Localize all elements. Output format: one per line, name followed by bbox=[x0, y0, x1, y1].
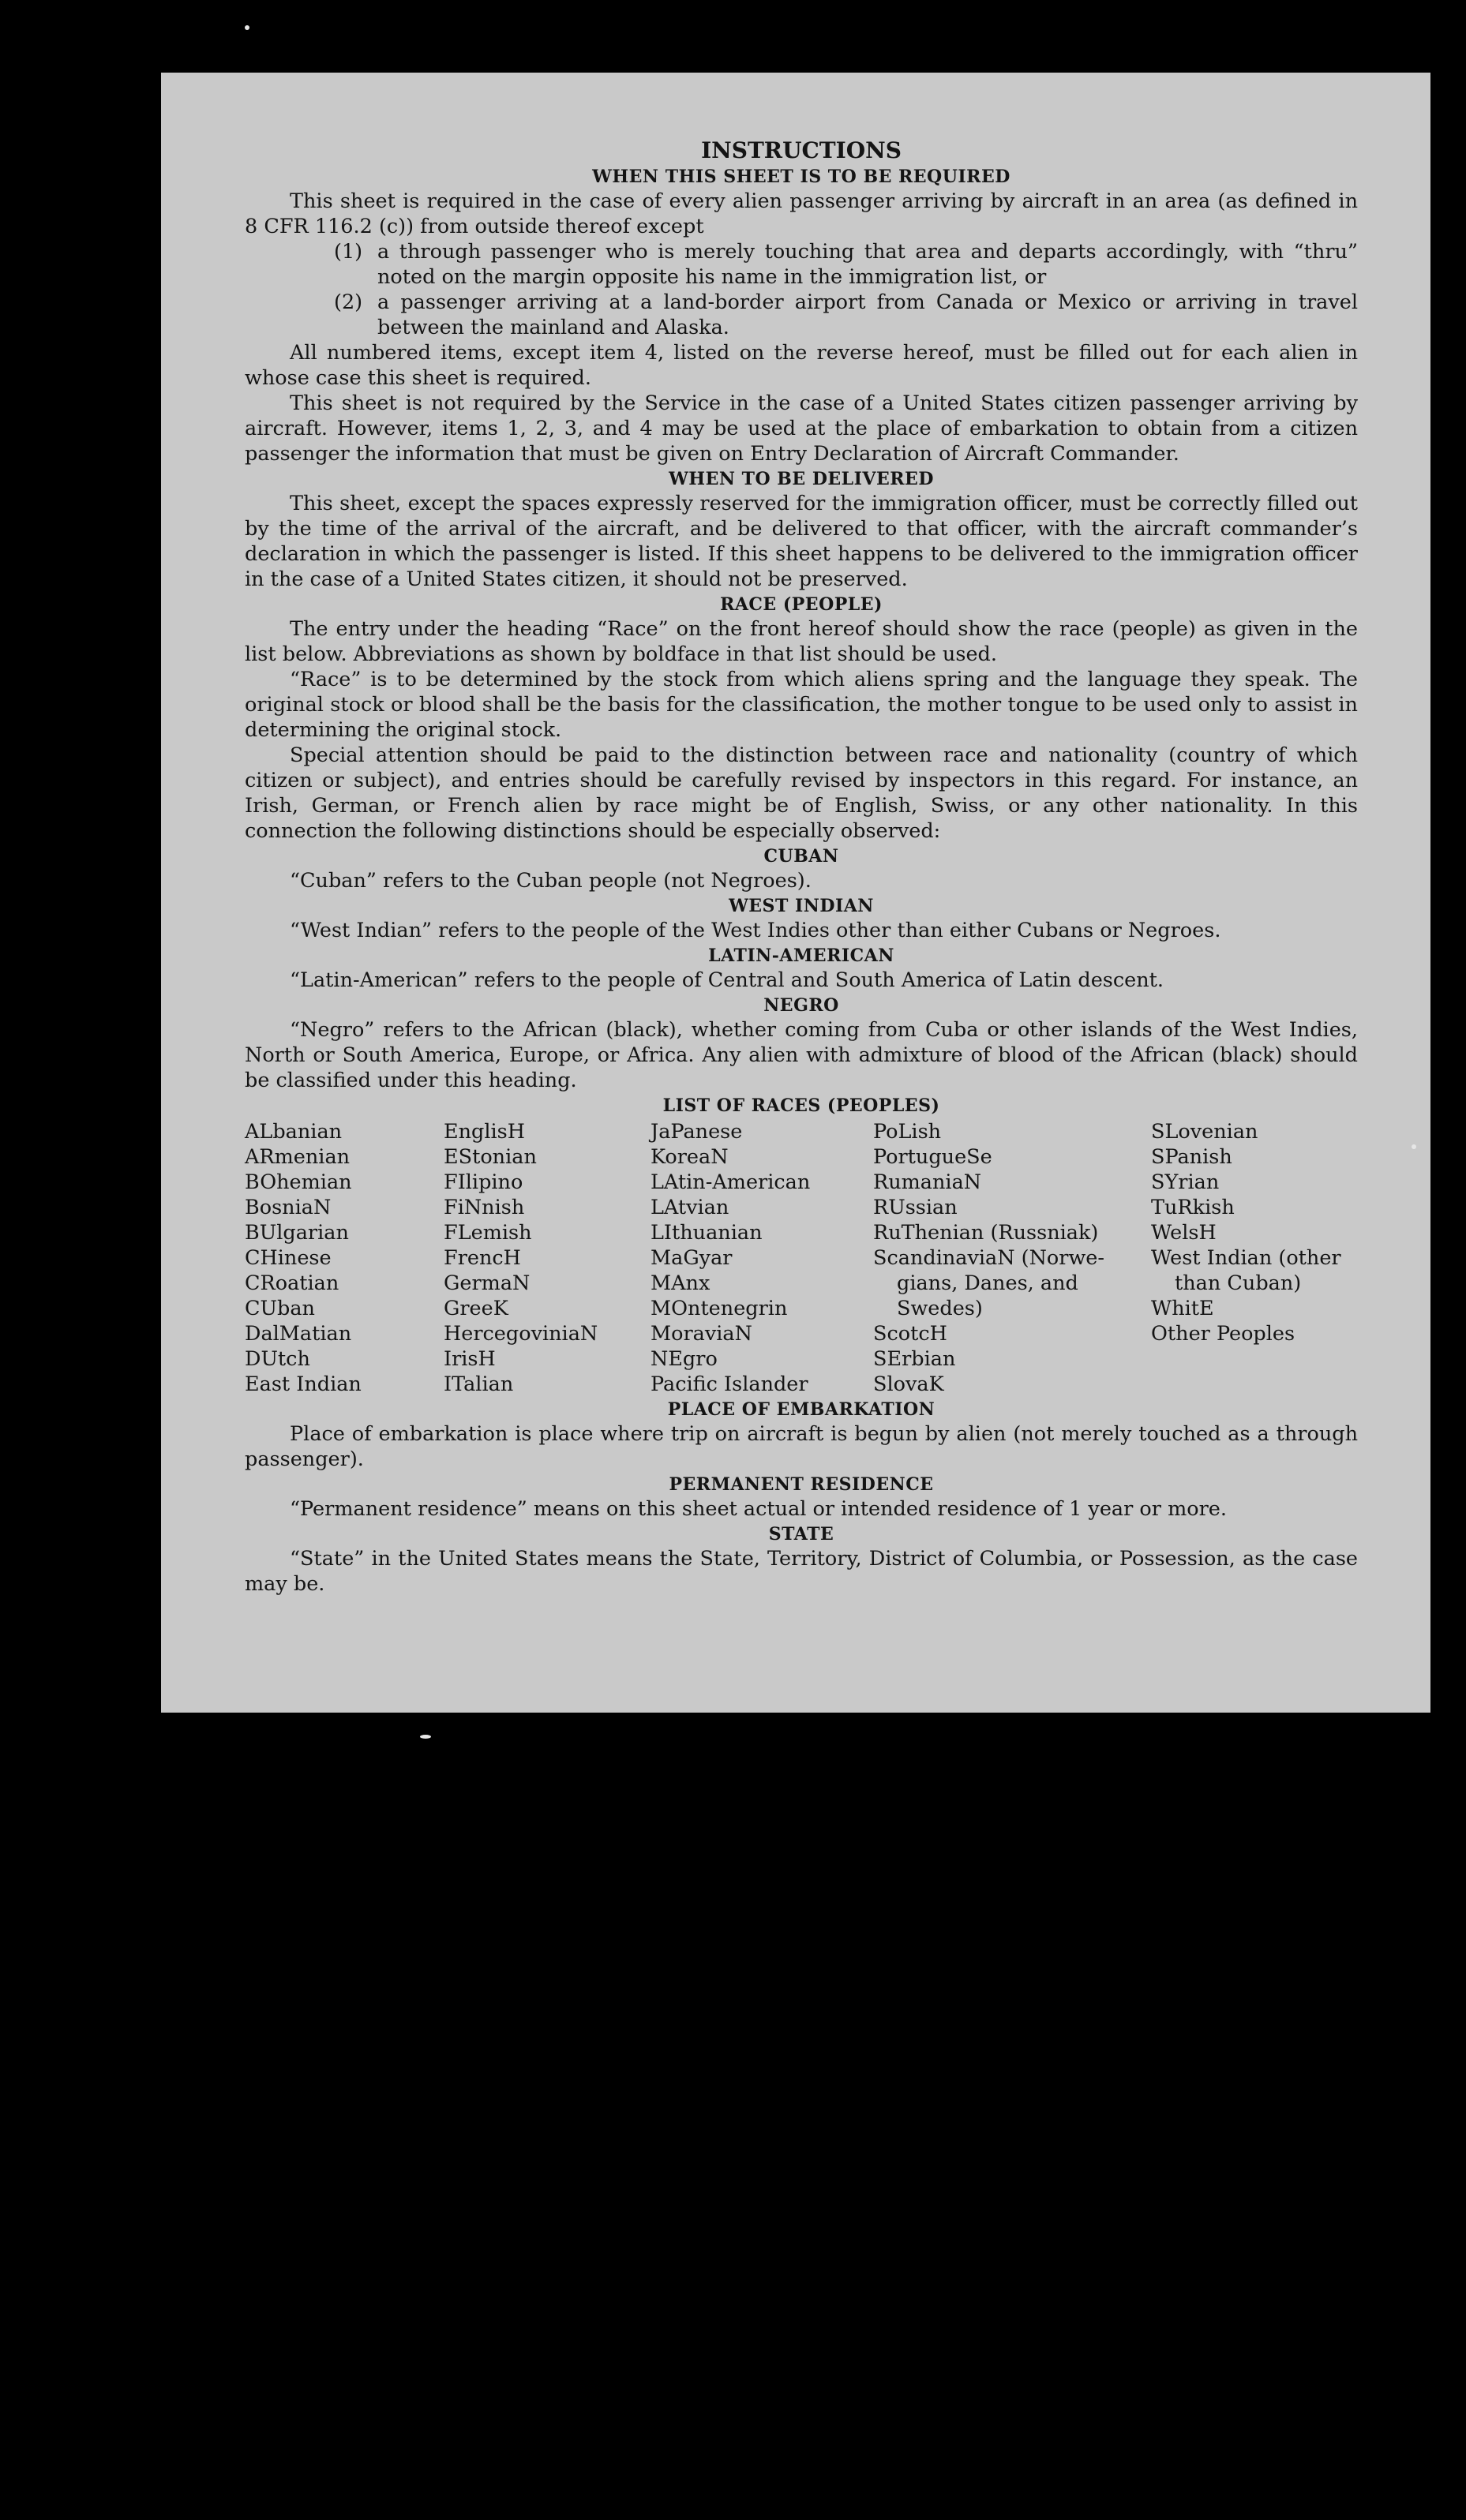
races-column-4 bbox=[873, 1119, 1142, 1397]
paragraph-race-nationality: Special attention should be paid to the distinction between race and nationality (country of which citizen or subject), and entries should be carefully revised by inspectors in this regard. For instance, an Irish, German, or French alien by race might be of English, Swiss, or any other nationality. In this connection the following distinctions should be especially observed: bbox=[245, 743, 1358, 843]
race-entry: MoraviaN bbox=[651, 1322, 752, 1346]
race-entry: ScandinaviaN (Norwe- bbox=[873, 1246, 1105, 1270]
race-entry: EStonian bbox=[444, 1145, 537, 1169]
race-entry: RuThenian (Russniak) bbox=[873, 1221, 1099, 1245]
race-entry: JaPanese bbox=[651, 1120, 743, 1144]
races-list bbox=[245, 1119, 1358, 1397]
scan-speck bbox=[245, 25, 249, 30]
heading-west-indian: WEST INDIAN bbox=[729, 896, 874, 916]
exception-item-1 bbox=[245, 239, 1358, 290]
heading-permanent-residence: PERMANENT RESIDENCE bbox=[669, 1474, 934, 1495]
race-entry: Other Peoples bbox=[1151, 1322, 1295, 1346]
race-entry: PortugueSe bbox=[873, 1145, 992, 1169]
race-entry: LIthuanian bbox=[651, 1221, 763, 1245]
heading-state: STATE bbox=[768, 1524, 834, 1545]
races-column-1 bbox=[245, 1119, 434, 1397]
paragraph-delivered: This sheet, except the spaces expressly reserved for the immigration officer, must be correctly filled out by the time of the arrival of the aircraft, and be delivered to that officer, with the aircraft commander’s declaration in which the passenger is listed. If this sheet happens to be delivered to the immigration officer in the case of a United States citizen, it should not be preserved. bbox=[245, 492, 1358, 591]
race-entry: EnglisH bbox=[444, 1120, 525, 1144]
race-entry: MOntenegrin bbox=[651, 1297, 788, 1320]
race-entry: ALbanian bbox=[245, 1120, 343, 1144]
race-entry: LAtin-American bbox=[651, 1170, 811, 1194]
race-entry: BosniaN bbox=[245, 1196, 332, 1219]
heading-cuban: CUBAN bbox=[763, 846, 839, 867]
race-entry: MAnx bbox=[651, 1271, 711, 1295]
document-sheet bbox=[161, 73, 1430, 1713]
race-entry: SPanish bbox=[1151, 1145, 1232, 1169]
exception-item-2 bbox=[245, 290, 1358, 340]
paragraph-embarkation: Place of embarkation is place where trip on aircraft is begun by alien (not merely touched as a through passenger). bbox=[245, 1422, 1358, 1471]
heading-when-required: WHEN THIS SHEET IS TO BE REQUIRED bbox=[592, 167, 1010, 187]
race-entry: BOhemian bbox=[245, 1170, 352, 1194]
race-entry: CHinese bbox=[245, 1246, 332, 1270]
paragraph-race-entry: The entry under the heading “Race” on the front hereof should show the race (people) as given in the list below. Abbreviations as shown by boldface in that list should be used. bbox=[245, 617, 1358, 666]
race-entry: RumaniaN bbox=[873, 1170, 982, 1194]
race-entry: GermaN bbox=[444, 1271, 531, 1295]
race-entry: Pacific Islander bbox=[651, 1372, 808, 1396]
race-entry: FLemish bbox=[444, 1221, 532, 1245]
race-entry: FrencH bbox=[444, 1246, 521, 1270]
race-entry: CUban bbox=[245, 1297, 315, 1320]
race-entry: DUtch bbox=[245, 1347, 310, 1371]
race-entry: RUssian bbox=[873, 1196, 958, 1219]
paragraph-negro: “Negro” refers to the African (black), whether coming from Cuba or other islands of the West Indies, North or South America, Europe, or Africa. Any alien with admixture of blood of the African (black) should be classified under this heading. bbox=[245, 1018, 1358, 1092]
race-entry: WelsH bbox=[1151, 1221, 1217, 1245]
race-entry: KoreaN bbox=[651, 1145, 729, 1169]
race-entry: HercegoviniaN bbox=[444, 1322, 598, 1346]
race-entry: FiNnish bbox=[444, 1196, 525, 1219]
paragraph-west-indian: “West Indian” refers to the people of the West Indies other than either Cubans or Negroes. bbox=[290, 919, 1221, 942]
race-entry: SLovenian bbox=[1151, 1120, 1258, 1144]
race-entry: GreeK bbox=[444, 1297, 508, 1320]
item-text: a through passenger who is merely touching that area and departs accordingly, with “thru” noted on the margin opposite his name in the immigration list, or bbox=[377, 240, 1358, 289]
race-entry: PoLish bbox=[873, 1120, 942, 1144]
paragraph-residence: “Permanent residence” means on this sheet actual or intended residence of 1 year or more. bbox=[290, 1497, 1227, 1521]
paragraph-state: “State” in the United States means the State, Territory, District of Columbia, or Possession, as the case may be. bbox=[245, 1547, 1358, 1596]
race-entry: TuRkish bbox=[1151, 1196, 1235, 1219]
heading-list-of-races: LIST OF RACES (PEOPLES) bbox=[662, 1095, 940, 1116]
races-column-2 bbox=[444, 1119, 641, 1397]
heading-place-of-embarkation: PLACE OF EMBARKATION bbox=[667, 1399, 935, 1420]
race-entry: ARmenian bbox=[245, 1145, 351, 1169]
paragraph-numbered-items: All numbered items, except item 4, listed on the reverse hereof, must be filled out for each alien in whose case this sheet is required. bbox=[245, 341, 1358, 390]
scan-speck bbox=[420, 1735, 431, 1739]
item-text: a passenger arriving at a land-border airport from Canada or Mexico or arriving in travel between the mainland and Alaska. bbox=[377, 290, 1358, 339]
race-entry: MaGyar bbox=[651, 1246, 733, 1270]
paragraph-race-definition: “Race” is to be determined by the stock from which aliens spring and the language they speak. The original stock or blood shall be the basis for the classification, the mother tongue to be used only to assist in determining the original stock. bbox=[245, 668, 1358, 742]
heading-negro: NEGRO bbox=[763, 995, 839, 1016]
races-column-3 bbox=[651, 1119, 864, 1397]
race-entry: East Indian bbox=[245, 1372, 362, 1396]
item-number: (2) bbox=[334, 290, 363, 314]
item-number: (1) bbox=[334, 240, 363, 264]
race-entry: CRoatian bbox=[245, 1271, 339, 1295]
race-entry: than Cuban) bbox=[1175, 1271, 1302, 1295]
document-title: INSTRUCTIONS bbox=[701, 137, 902, 163]
races-column-5 bbox=[1151, 1119, 1358, 1397]
race-entry: FIlipino bbox=[444, 1170, 523, 1194]
race-entry: WhitE bbox=[1151, 1297, 1214, 1320]
paragraph-citizen: This sheet is not required by the Service in the case of a United States citizen passenger arriving by aircraft. However, items 1, 2, 3, and 4 may be used at the place of embarkation to obtain from a citizen passenger the information that must be given on Entry Declaration of Aircraft Commander. bbox=[245, 391, 1358, 466]
heading-race: RACE (PEOPLE) bbox=[720, 594, 883, 615]
race-entry: Swedes) bbox=[897, 1297, 983, 1320]
paragraph-cuban: “Cuban” refers to the Cuban people (not Negroes). bbox=[290, 869, 812, 893]
race-entry: NEgro bbox=[651, 1347, 718, 1371]
race-entry: IrisH bbox=[444, 1347, 496, 1371]
race-entry: BUlgarian bbox=[245, 1221, 349, 1245]
race-entry: West Indian (other bbox=[1151, 1246, 1341, 1270]
race-entry: SYrian bbox=[1151, 1170, 1220, 1194]
race-entry: LAtvian bbox=[651, 1196, 729, 1219]
scan-speck bbox=[1412, 1144, 1416, 1149]
heading-latin-american: LATIN-AMERICAN bbox=[708, 945, 894, 966]
race-entry: DalMatian bbox=[245, 1322, 352, 1346]
race-entry: ITalian bbox=[444, 1372, 514, 1396]
paragraph-required: This sheet is required in the case of every alien passenger arriving by aircraft in an area (as defined in 8 CFR 116.2 (c)) from outside thereof except bbox=[245, 189, 1358, 238]
race-entry: ScotcH bbox=[873, 1322, 947, 1346]
heading-when-delivered: WHEN TO BE DELIVERED bbox=[669, 469, 934, 489]
race-entry: SlovaK bbox=[873, 1372, 944, 1396]
race-entry: gians, Danes, and bbox=[897, 1271, 1078, 1295]
race-entry: SErbian bbox=[873, 1347, 956, 1371]
paragraph-latin-american: “Latin-American” refers to the people of Central and South America of Latin descent. bbox=[290, 968, 1164, 992]
